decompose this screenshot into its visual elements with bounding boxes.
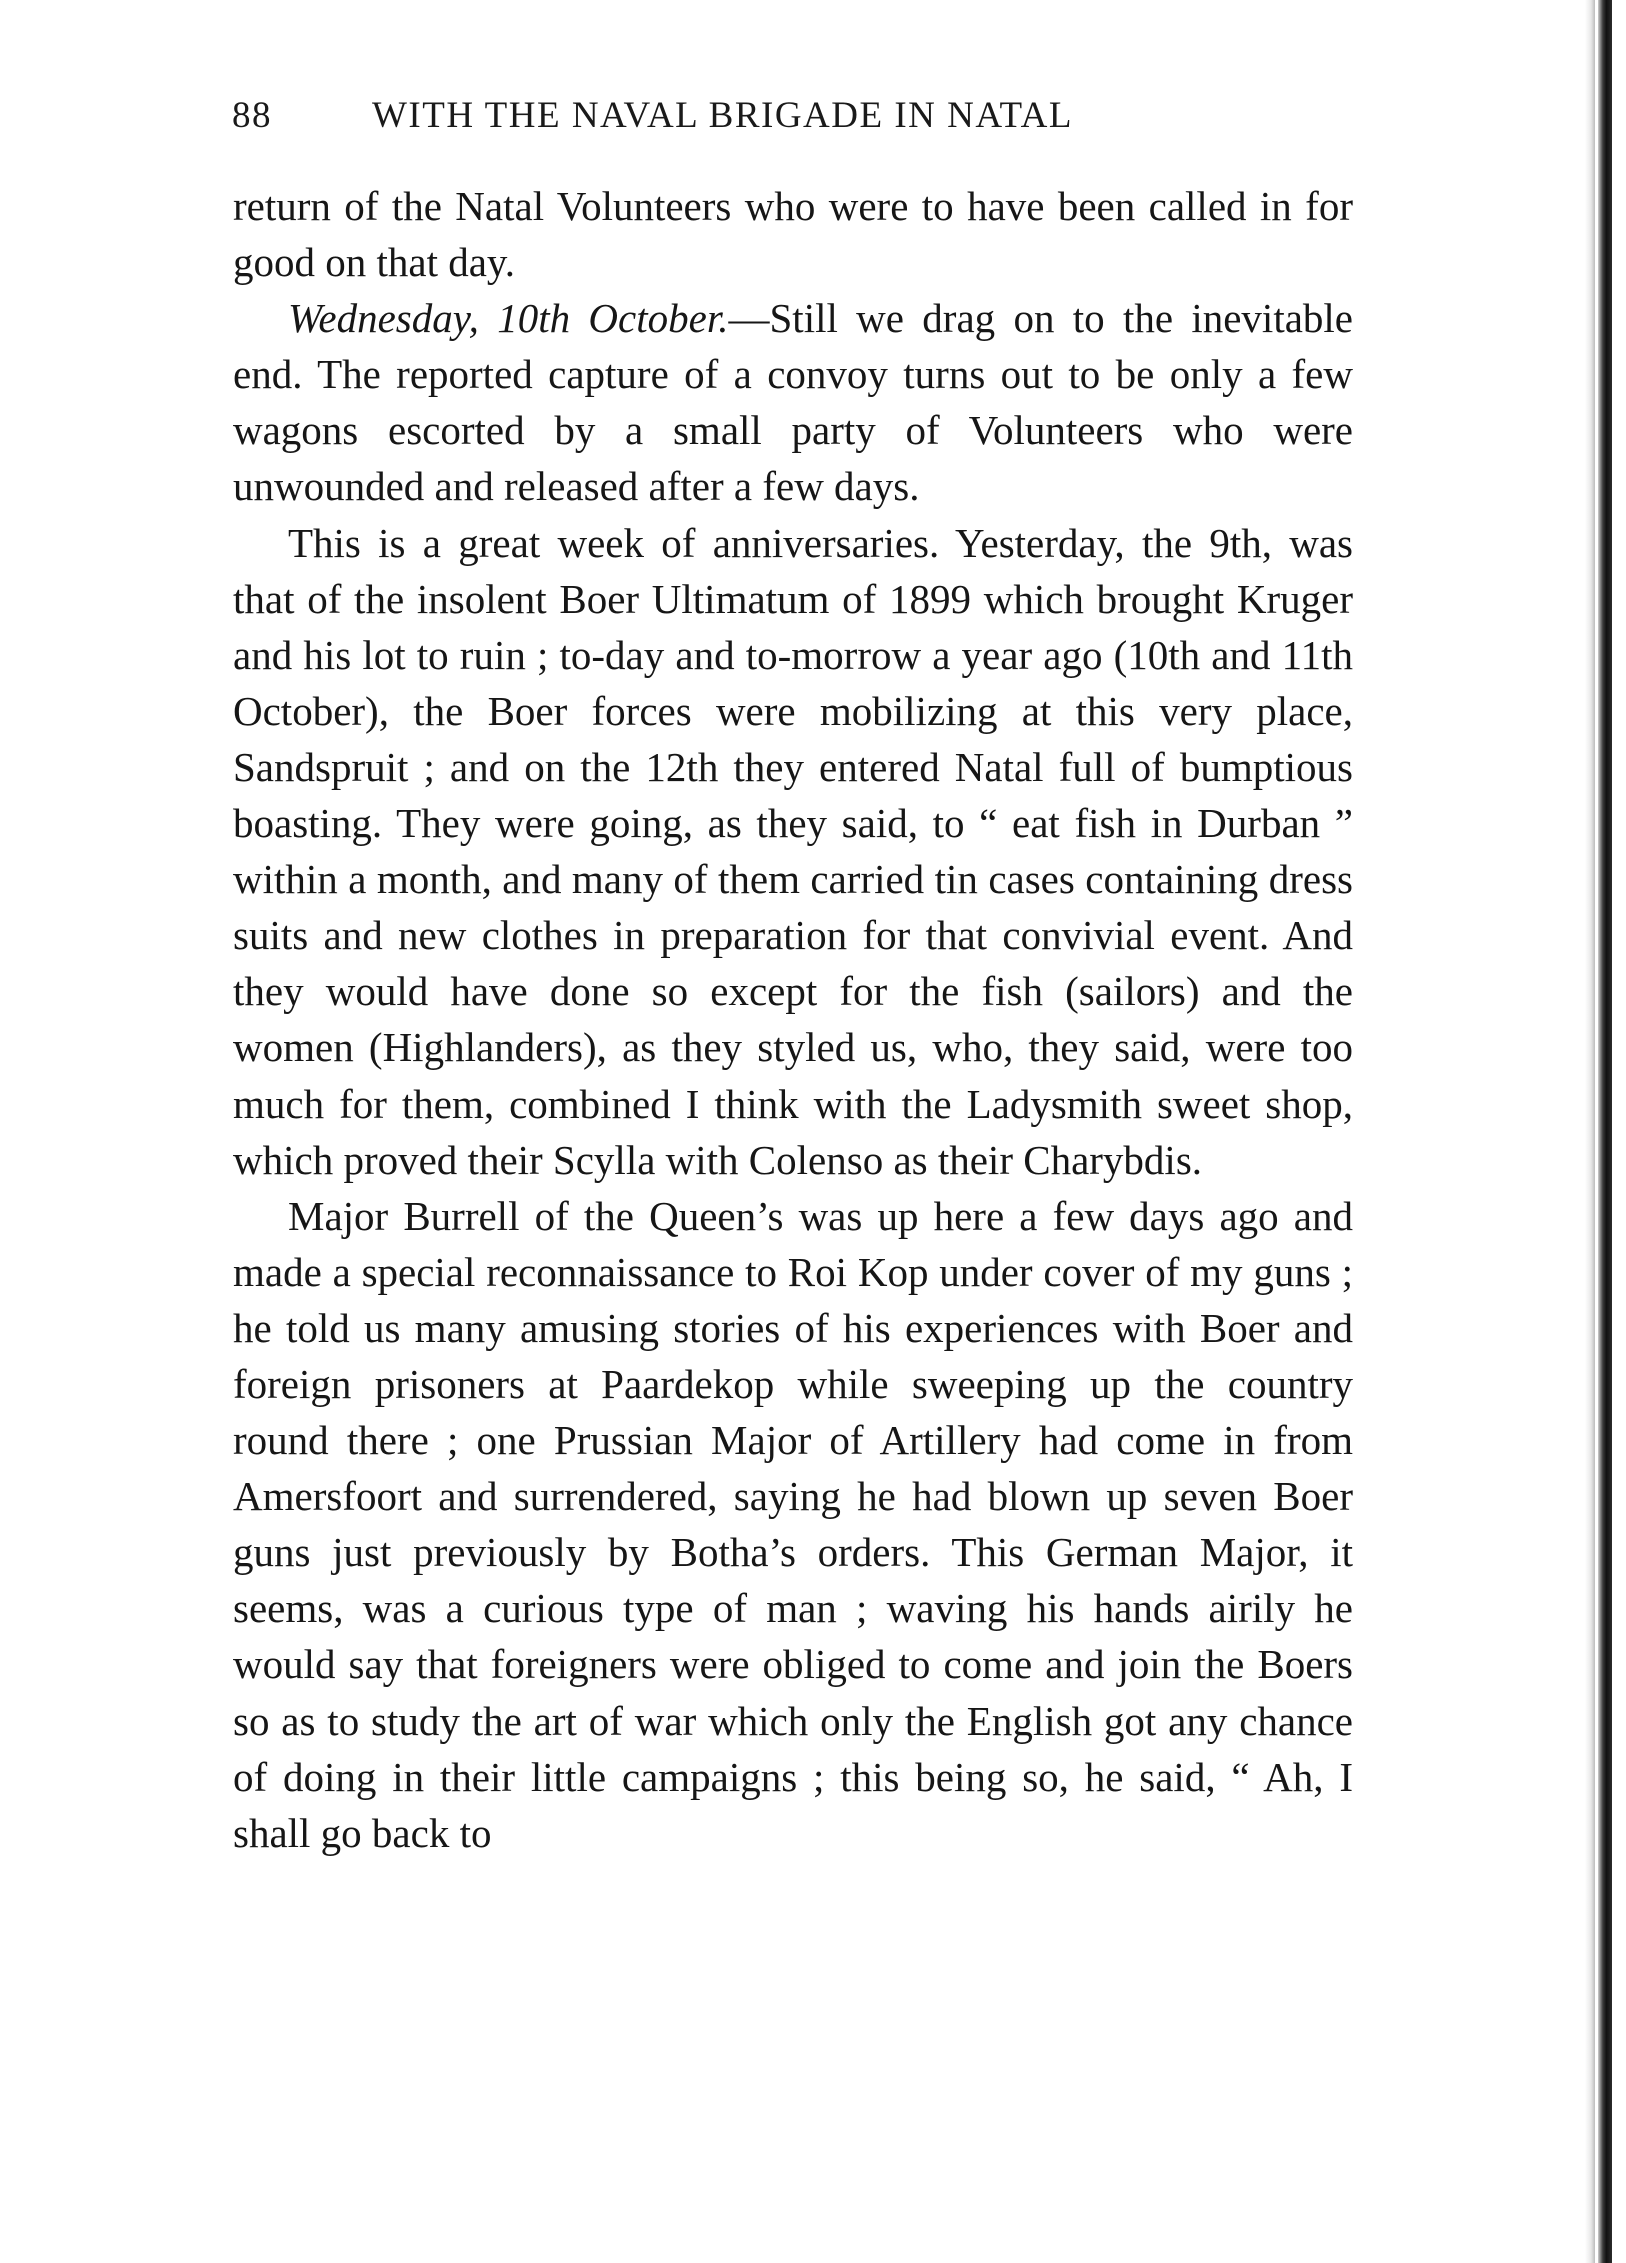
- binding-shadow: [1598, 0, 1612, 2263]
- page-edge-highlight: [1585, 0, 1595, 2263]
- paragraph-4-text: Major Burrell of the Queen’s was up here a few days ago and made a special reconnaissance to Roi Kop under cover of my guns ; he told us many amusing stories of his experiences with Boer and foreign prisoners at Paardekop while sweeping up the country round there ; one Prussian Major of Artillery had come in from Amersfoort and surrendered, saying he had blown up seven Boer guns just previously by Botha’s orders. This German Major, it seems, was a curious type of man ; waving his hands airily he would say that foreigners were obliged to come and join the Boers so as to study the art of war which only the English got any chance of doing in their little campaigns ; this being so, he said, “ Ah, I shall go back to: [233, 1192, 1353, 1856]
- paragraph-3: [233, 515, 1353, 1188]
- paragraph-4: [233, 1188, 1353, 1861]
- paragraph-2: [233, 290, 1353, 514]
- page-number: 88: [232, 95, 272, 136]
- body-text: [233, 178, 1353, 1861]
- date-label: Wednesday, 10th October.: [288, 295, 729, 342]
- paragraph-3-text: This is a great week of anniversaries. Yesterday, the 9th, was that of the insolent Boer Ultimatum of 1899 which brought Kruger and his lot to ruin ; to-day and to-morrow a year ago (10th and 11th October), the Boer forces were mobilizing at this very place, Sandspruit ; and on the 12th they entered Natal full of bumptious boasting. They were going, as they said, to “ eat fish in Durban ” within a month, and many of them carried tin cases containing dress suits and new clothes in preparation for that convivial event. And they would have done so except for the fish (sailors) and the women (Highlanders), as they styled us, who, they said, were too much for them, combined I think with the Ladysmith sweet shop, which proved their Scylla with Colenso as their Charybdis.: [233, 519, 1353, 1183]
- page-header: [232, 94, 1352, 150]
- running-head: WITH THE NAVAL BRIGADE IN NATAL: [372, 95, 1073, 136]
- paragraph-2-text: —Still we drag on to the inevitable end. The reported capture of a convoy turns out to be only a few wagons escorted by a small party of Volunteers who were unwounded and released after a few days.: [233, 295, 1354, 510]
- paragraph-1: [233, 178, 1353, 290]
- paragraph-1-text: return of the Natal Volunteers who were to have been called in for good on that day.: [233, 183, 1353, 286]
